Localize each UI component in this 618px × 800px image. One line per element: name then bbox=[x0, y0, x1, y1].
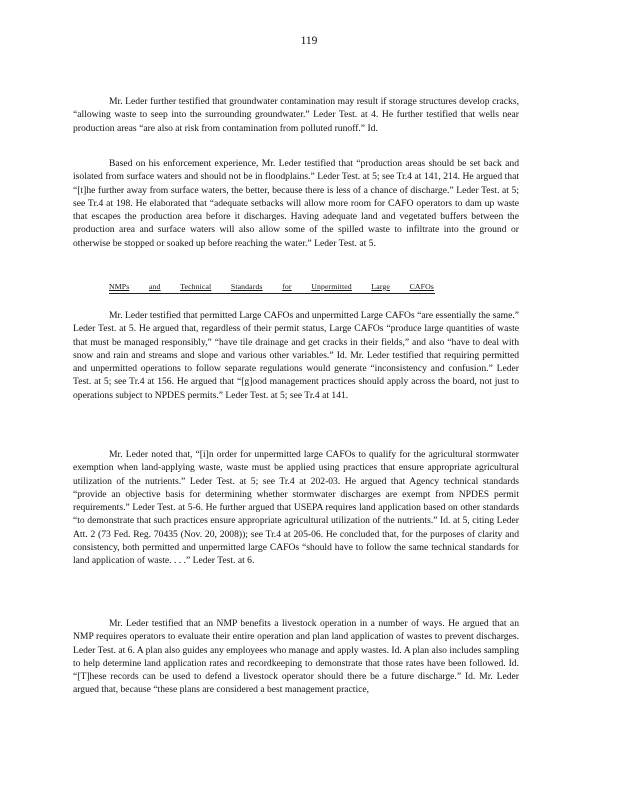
heading-word: CAFOs bbox=[409, 282, 434, 291]
paragraph-text: Mr. Leder noted that, “[i]n order for unpermitted large CAFOs to qualify for the agricultural stormwater exemption when land-applying waste, waste must be applied using practices that ensure appropriate agricultural utilization of the nutrients.” Leder Test. at 5; see Tr.4 at 202-03. He argued that Agency technical standards “provide an objective basis for determining whether stormwater discharges are exempt from NPDES permit requirements.” Leder Test. at 5-6. He further argued that USEPA requires land application based on other standards “to demonstrate that such practices ensure appropriate agricultural utilization of the nutrients.” Id. at 5, citing Leder Att. 2 (73 Fed. Reg. 70435 (Nov. 20, 2008)); see Tr.4 at 205-06. He concluded that, for the purposes of clarity and consistency, both permitted and unpermitted large CAFOs “should have to follow the same technical standards for land application of waste. . . .” Leder Test. at 6. bbox=[73, 449, 519, 567]
heading-word: and bbox=[148, 282, 161, 291]
paragraph-text: Mr. Leder testified that an NMP benefits a livestock operation in a number of ways. He argued that an NMP requires operators to evaluate their entire operation and plan land application of wastes to prevent discharges. Leder Test. at 6. A plan also guides any employees who manage and apply wastes. Id. A plan also includes sampling to help determine land application rates and recordkeeping to demonstrate that those rates have been followed. Id. “[T]hese records can be used to defend a livestock operator should there be a future discharge.” Id. Mr. Leder argued that, because “these plans are considered a best management practice, bbox=[73, 618, 519, 696]
paragraph-text: Based on his enforcement experience, Mr. Leder testified that “production areas should be set back and isolated from surface waters and should not be in floodplains.” Leder Test. at 5; see Tr.4 at 141, 214. He argued that “[t]he further away from surface waters, the better, because there is less of a chance of discharge.” Leder Test. at 5; see Tr.4 at 198. He elaborated that “adequate setbacks will allow more room for CAFO operators to dam up waste that escapes the production area before it discharges. Having adequate land and vegetated buffers between the production area and surface waters will also allow some of the spilled waste to infiltrate into the ground or otherwise be stopped or soaked up before reaching the water.” Leder Test. at 5. bbox=[73, 158, 519, 249]
heading-word: Large bbox=[371, 282, 390, 291]
paragraph-groundwater bbox=[73, 95, 519, 135]
heading-word: Standards bbox=[230, 282, 263, 291]
paragraph-nmp-benefits bbox=[73, 617, 519, 697]
heading-underline bbox=[109, 293, 435, 294]
paragraph-setbacks bbox=[73, 157, 519, 250]
page-number: 119 bbox=[300, 35, 318, 47]
paragraph-text: Mr. Leder testified that permitted Large CAFOs and unpermitted Large CAFOs “are essentially the same.” Leder Test. at 5. He argued that, regardless of their permit status, Large CAFOs “produce large quantities of waste that must be managed responsibly,” “have tile drainage and get cracks in their fields,” and also “have to deal with snow and rain and streams and slope and various other variables.” Id. Mr. Leder testified that requiring permitted and unpermitted operations to follow separate regulations would generate “inconsistency and confusion.” Leder Test. at 5; see Tr.4 at 156. He argued that “[g]ood management practices should apply across the board, not just to operations subject to NPDES permits.” Leder Test. at 5; see Tr.4 at 141. bbox=[73, 310, 519, 401]
section-heading bbox=[109, 282, 434, 291]
heading-word: NMPs bbox=[109, 282, 130, 291]
heading-word: Unpermitted bbox=[311, 282, 352, 291]
heading-word: Technical bbox=[180, 282, 212, 291]
heading-word: for bbox=[282, 282, 292, 291]
paragraph-stormwater-exemption bbox=[73, 448, 519, 568]
paragraph-permitted-unpermitted bbox=[73, 309, 519, 402]
paragraph-text: Mr. Leder further testified that groundwater contamination may result if storage structures develop cracks, “allowing waste to seep into the surrounding groundwater.” Leder Test. at 4. He further testified that wells near production areas “are also at risk from contamination from polluted runoff.” Id. bbox=[73, 96, 519, 134]
